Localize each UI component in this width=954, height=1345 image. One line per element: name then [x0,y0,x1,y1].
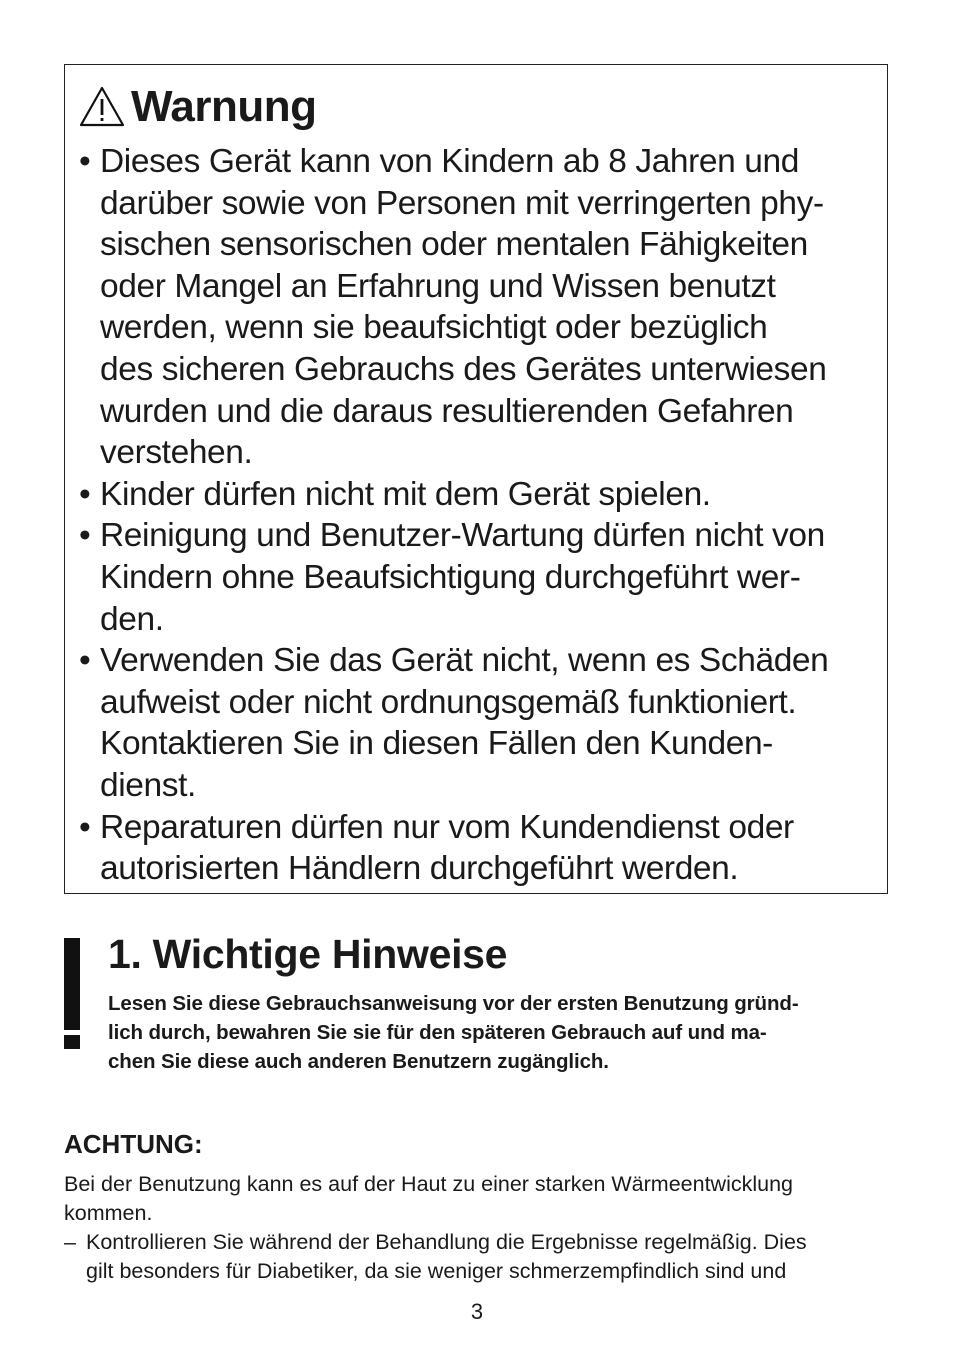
warning-line: oder Mangel an Erfahrung und Wissen benutzt [100,267,776,305]
warning-line: sischen sensorischen oder mentalen Fähigkeiten [100,226,808,264]
bullet: • [79,475,91,513]
warning-line: Verwenden Sie das Gerät nicht, wenn es Schäden [100,642,829,680]
bullet: • [79,143,91,180]
warning-header [79,81,317,133]
warning-line: wurden und die daraus resultierenden Gefahren [100,392,794,430]
warning-line: Kindern ohne Beaufsichtigung durchgeführt wer- [100,558,801,596]
warning-line: darüber sowie von Personen mit verringerten phy- [100,184,824,222]
section-title: 1. Wichtige Hinweise [108,931,508,977]
warning-line: aufweist oder nicht ordnungsgemäß funktioniert. [100,683,797,721]
warning-triangle-icon [79,86,125,128]
warning-item [79,474,879,516]
bullet: • [79,642,91,680]
bullet: • [79,808,91,846]
warning-list [79,141,879,890]
warning-line: Reparaturen dürfen nur vom Kundendienst oder [100,808,794,846]
dash-marker: – [64,1230,76,1254]
warning-box [64,64,888,894]
warning-line: dienst. [100,766,196,804]
bullet: • [79,517,91,555]
warning-line: den. [100,600,164,638]
caution-title: ACHTUNG: [64,1129,203,1159]
warning-line: werden, wenn sie beaufsichtigt oder bezüglich [100,309,768,347]
warning-line: Dieses Gerät kann von Kindern ab 8 Jahren und [100,143,799,180]
caution-dash-item [64,1228,894,1285]
intro-line: lich durch, bewahren Sie sie für den späteren Gebrauch auf und ma- [108,1020,767,1044]
warning-line: Kinder dürfen nicht mit dem Gerät spielen. [100,475,711,513]
caution-line: Bei der Benutzung kann es auf der Haut zu einer starken Wärmeentwicklung [64,1172,794,1196]
exclamation-dot [64,1035,80,1049]
warning-line: verstehen. [100,434,253,472]
warning-line: des sicheren Gebrauchs des Gerätes unterwiesen [100,350,827,388]
intro-line: Lesen Sie diese Gebrauchsanweisung vor der ersten Benutzung gründ- [108,992,799,1015]
warning-item [79,141,879,474]
warning-item [79,807,879,890]
caution-text [64,1170,894,1227]
warning-item [79,515,879,640]
warning-line: Reinigung und Benutzer-Wartung dürfen nicht von [100,517,825,555]
section-intro [108,990,898,1076]
intro-line: chen Sie diese auch anderen Benutzern zugänglich. [108,1049,609,1073]
warning-title: Warnung [131,82,317,131]
page-number: 3 [470,1299,484,1324]
caution-line: kommen. [64,1200,153,1225]
dash-line: gilt besonders für Diabetiker, da sie weniger schmerzempfindlich sind und [86,1258,787,1283]
exclamation-bar [64,938,80,1030]
dash-line: Kontrollieren Sie während der Behandlung die Ergebnisse regelmäßig. Dies [86,1230,807,1254]
warning-line: Kontaktieren Sie in diesen Fällen den Kunden- [100,725,773,763]
warning-item [79,640,879,806]
warning-line: autorisierten Händlern durchgeführt werden. [100,850,739,888]
